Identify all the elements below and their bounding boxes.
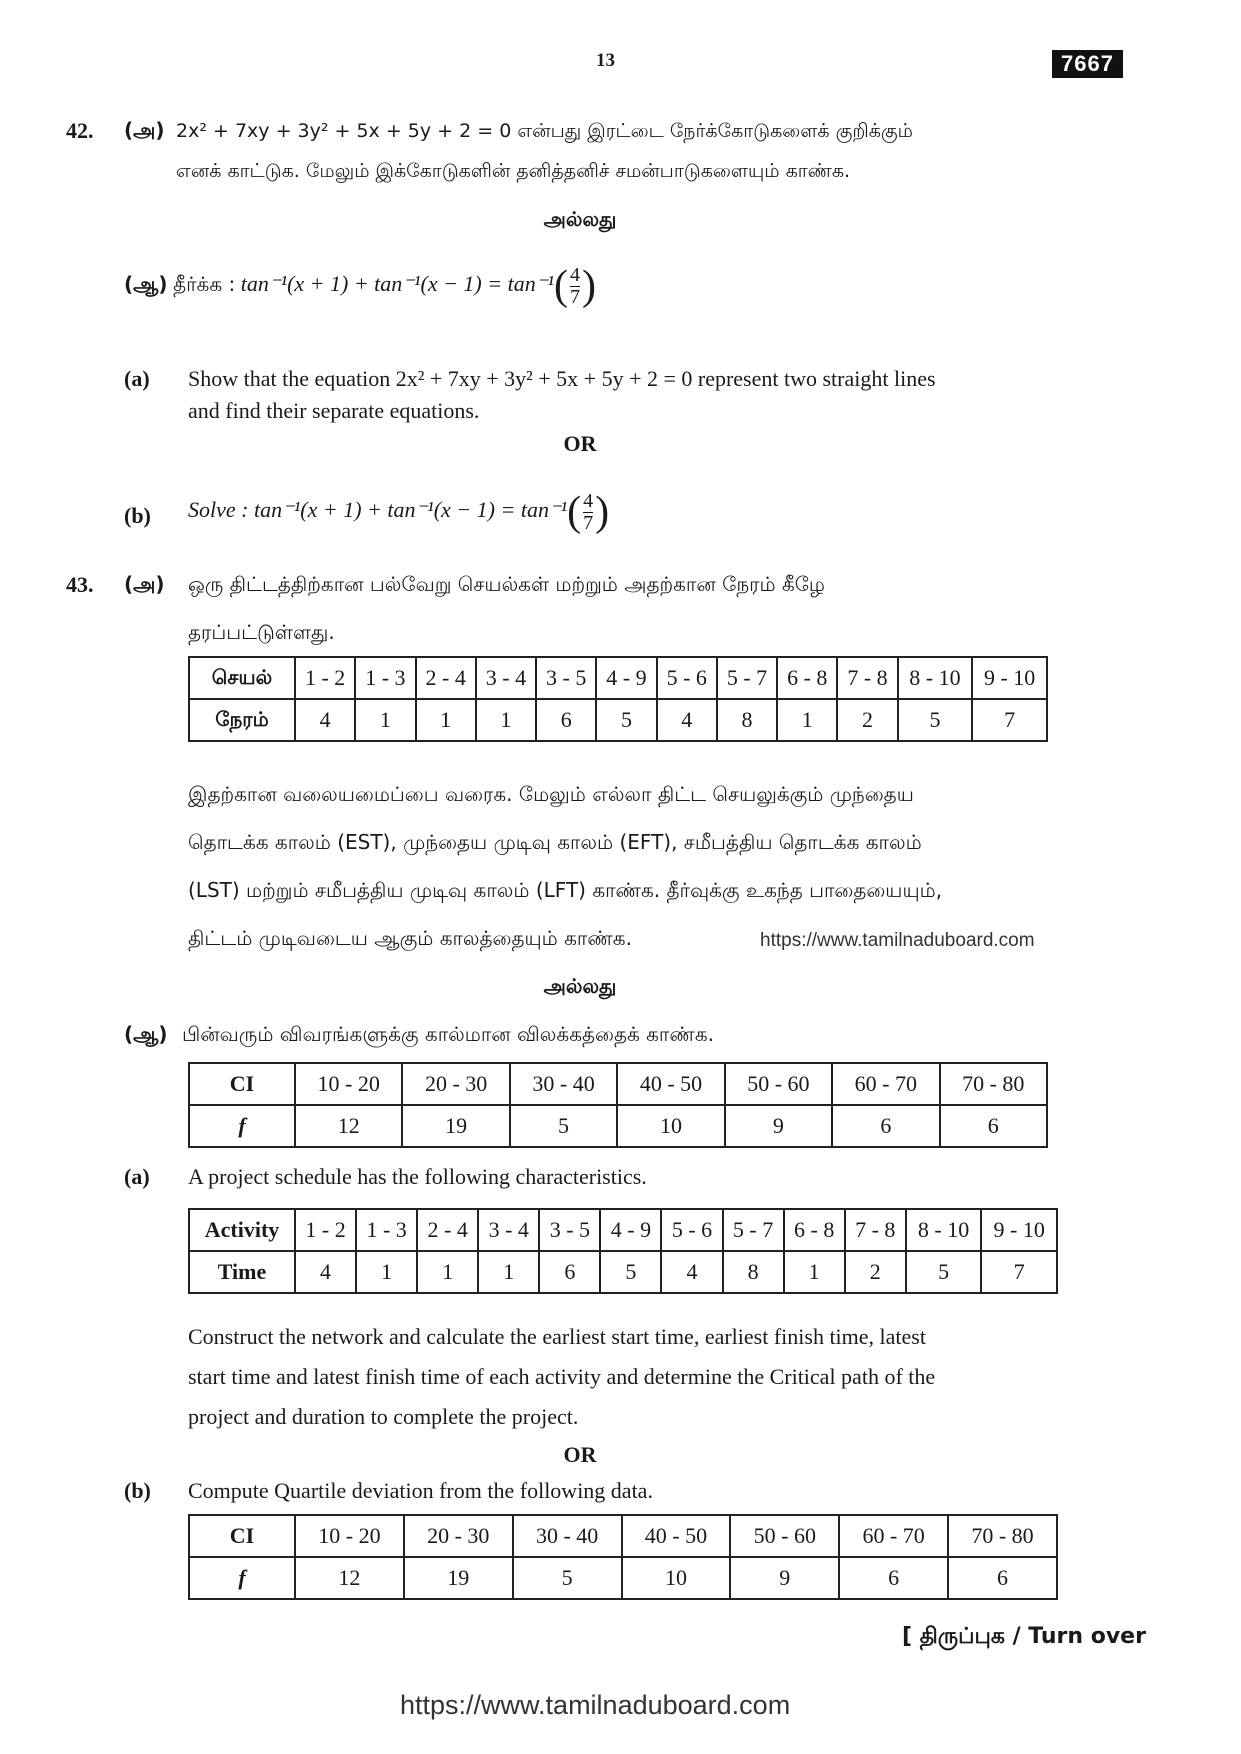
q43-ta-para-line1: இதற்கான வலையமைப்பை வரைக. மேலும் எல்லா திட்ட செயலுக்கும் முந்தைய [188, 782, 914, 806]
q42-en-a-line1: Show that the equation 2x² + 7xy + 3y² + 5x + 5y + 2 = 0 represent two straight lines [188, 366, 936, 391]
turn-over-note: [ திருப்புக / Turn over [902, 1624, 1146, 1649]
table-row: CI 10 - 20 20 - 30 30 - 40 40 - 50 50 - 60 60 - 70 70 - 80 [189, 1515, 1057, 1557]
q42-ta-a-label: (அ) [124, 118, 165, 142]
q42-ta-b-prefix: தீர்க்க : [173, 272, 236, 297]
question-42-number: 42. [66, 118, 94, 143]
q43-en-b-text: Compute Quartile deviation from the following data. [188, 1478, 653, 1503]
q42-ta-b: (ஆ) தீர்க்க : tan⁻¹(x + 1) + tan⁻¹(x − 1) = tan⁻¹( $\frac{4}{7}$ ) [124, 263, 596, 309]
q42-ta-b-label: (ஆ) [124, 272, 168, 297]
q43-ta-ci-table [188, 1062, 1048, 1148]
q42-en-b: Solve : tan⁻¹(x + 1) + tan⁻¹(x − 1) = tan⁻¹( $\frac{4}{7}$ ) [188, 489, 610, 535]
q42-en-b-label: (b) [124, 503, 151, 528]
table-row: f 12 19 5 10 9 6 6 [189, 1105, 1047, 1147]
q42-en-a-label: (a) [124, 366, 150, 391]
q43-ta-b-text: பின்வரும் விவரங்களுக்கு கால்மான விலக்கத்தைக் காண்க. [182, 1022, 714, 1046]
q42-ta-or: அல்லது [543, 207, 617, 231]
table-row: CI 10 - 20 20 - 30 30 - 40 40 - 50 50 - 60 60 - 70 70 - 80 [189, 1063, 1047, 1105]
q43-en-para-line3: project and duration to complete the project. [188, 1404, 579, 1429]
q43-en-a-text: A project schedule has the following characteristics. [188, 1164, 647, 1189]
q42-ta-a-line1: 2x² + 7xy + 3y² + 5x + 5y + 2 = 0 என்பது இரட்டை நேர்க்கோடுகளைக் குறிக்கும் [176, 120, 913, 142]
q43-en-ci-table [188, 1514, 1058, 1600]
table-row: f 12 19 5 10 9 6 6 [189, 1557, 1057, 1599]
q43-ta-para-line2: தொடக்க காலம் (EST), முந்தைய முடிவு காலம் (EFT), சமீபத்திய தொடக்க காலம் [188, 830, 922, 854]
table-row: Activity 1 - 2 1 - 3 2 - 4 3 - 4 3 - 5 4 - 9 5 - 6 5 - 7 6 - 8 7 - 8 8 - 10 9 - 10 [189, 1209, 1057, 1251]
q43-ta-a-label: (அ) [124, 572, 165, 596]
q42-ta-b-fraction: $\frac{4}{7}$ [569, 263, 580, 308]
table-row: செயல் 1 - 2 1 - 3 2 - 4 3 - 4 3 - 5 4 - 9 5 - 6 5 - 7 6 - 8 7 - 8 8 - 10 9 - 10 [189, 657, 1047, 699]
q42-en-a-line2: and find their separate equations. [188, 398, 480, 423]
q43-en-or: OR [563, 1442, 597, 1467]
q43-ta-activity-table [188, 656, 1048, 742]
q42-en-or: OR [563, 431, 597, 456]
page-number: 13 [596, 50, 615, 71]
q43-en-para-line2: start time and latest finish time of each activity and determine the Critical path of the [188, 1364, 936, 1389]
table-row: Time 4 1 1 1 6 5 4 8 1 2 5 7 [189, 1251, 1057, 1293]
question-43-number: 43. [66, 572, 94, 597]
q43-en-activity-table [188, 1208, 1058, 1294]
table-row: நேரம் 4 1 1 1 6 5 4 8 1 2 5 7 [189, 699, 1047, 741]
q43-ta-a-line2: தரப்பட்டுள்ளது. [188, 620, 335, 644]
footer-watermark-url: https://www.tamilnaduboard.com [400, 1690, 791, 1720]
inline-watermark-url: https://www.tamilnaduboard.com [760, 930, 1035, 951]
q43-ta-or: அல்லது [543, 974, 617, 998]
q43-ta-a-line1: ஒரு திட்டத்திற்கான பல்வேறு செயல்கள் மற்றும் அதற்கான நேரம் கீழே [188, 572, 826, 596]
q42-ta-b-expr: tan⁻¹(x + 1) + tan⁻¹(x − 1) = tan⁻¹ [240, 271, 554, 297]
q43-ta-b-label: (ஆ) [124, 1022, 168, 1046]
q42-en-b-expr: Solve : tan⁻¹(x + 1) + tan⁻¹(x − 1) = tan⁻¹ [188, 497, 568, 523]
q43-ta-para-line4: திட்டம் முடிவடைய ஆகும் காலத்தையும் காண்க. [188, 926, 632, 950]
exam-code-badge: 7667 [1052, 50, 1123, 78]
q43-en-para-line1: Construct the network and calculate the earliest start time, earliest finish time, latest [188, 1324, 926, 1349]
q42-en-b-fraction: $\frac{4}{7}$ [583, 489, 594, 534]
q43-ta-para-line3: (LST) மற்றும் சமீபத்திய முடிவு காலம் (LFT) காண்க. தீர்வுக்கு உகந்த பாதையையும், [188, 878, 943, 902]
q42-ta-a-line2: எனக் காட்டுக. மேலும் இக்கோடுகளின் தனித்தனிச் சமன்பாடுகளையும் காண்க. [176, 160, 851, 182]
q43-en-b-label: (b) [124, 1478, 151, 1503]
q43-en-a-label: (a) [124, 1164, 150, 1189]
